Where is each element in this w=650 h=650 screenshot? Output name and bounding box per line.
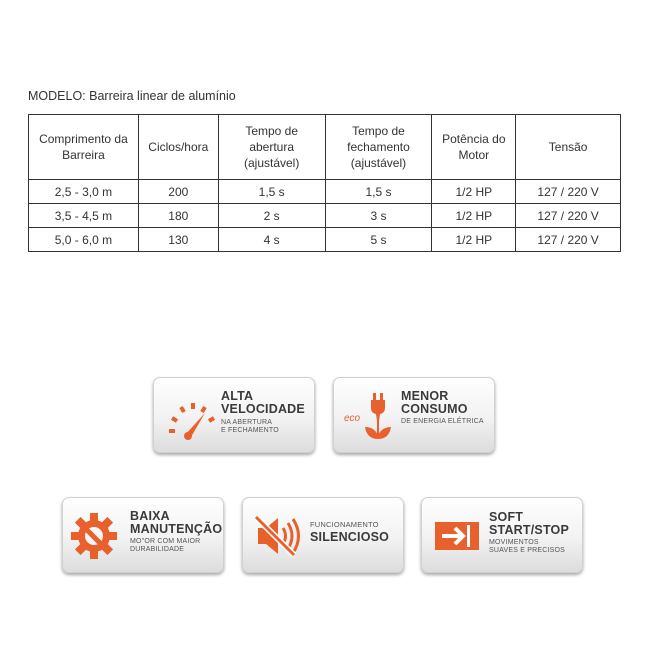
- header-ciclos: Ciclos/hora: [138, 115, 218, 180]
- table-cell: 1/2 HP: [432, 180, 516, 204]
- gear-wrench-icon: [70, 511, 126, 561]
- speedometer-icon: [161, 391, 217, 441]
- table-cell: 2 s: [218, 204, 325, 228]
- header-tensao: Tensão: [516, 115, 621, 180]
- table-cell: 3 s: [325, 204, 432, 228]
- table-cell: 1/2 HP: [432, 228, 516, 252]
- table-cell: 1,5 s: [325, 180, 432, 204]
- table-row: [29, 180, 621, 204]
- table-cell: 180: [138, 204, 218, 228]
- badge-baixa-text: BAIXA MANUTENÇÃO MO"OR COM MAIOR DURABILIDADE: [130, 509, 223, 553]
- table-cell: 1,5 s: [218, 180, 325, 204]
- badge-menor-text: MENOR CONSUMO DE ENERGIA ELÉTRICA: [401, 389, 484, 426]
- table-header-row: [29, 115, 621, 180]
- eco-label: eco: [344, 413, 361, 424]
- table-cell: 127 / 220 V: [516, 204, 621, 228]
- badge-menor-consumo: [333, 377, 495, 453]
- badge-alta-velocidade: [153, 377, 315, 453]
- header-comprimento: Comprimento da Barreira: [29, 115, 139, 180]
- table-cell: 2,5 - 3,0 m: [29, 180, 139, 204]
- table-cell: 127 / 220 V: [516, 180, 621, 204]
- badge-alta-text: ALTA VELOCIDADE NA ABERTURA E FECHAMENTO: [221, 389, 305, 434]
- badge-baixa-manutencao: [62, 497, 224, 573]
- header-tempo-abertura: Tempo de abertura (ajustável): [218, 115, 325, 180]
- table-cell: 5,0 - 6,0 m: [29, 228, 139, 252]
- table-row: [29, 228, 621, 252]
- badge-soft-start-stop: [421, 497, 583, 573]
- badge-silencioso-text: FUNCIONAMENTO SILENCIOSO: [310, 520, 390, 544]
- table-cell: 4 s: [218, 228, 325, 252]
- badge-soft-text: SOFT START/STOP MOVIMENTOS SUAVES E PRECISOS: [489, 510, 570, 554]
- header-tempo-fechamento: Tempo de fechamento (ajustável): [325, 115, 432, 180]
- header-potencia: Potência do Motor: [432, 115, 516, 180]
- specs-table: [28, 114, 621, 252]
- model-label: MODELO: Barreira linear de alumínio: [28, 89, 236, 103]
- table-cell: 3,5 - 4,5 m: [29, 204, 139, 228]
- muted-speaker-icon: [250, 511, 306, 561]
- table-cell: 130: [138, 228, 218, 252]
- table-cell: 1/2 HP: [432, 204, 516, 228]
- table-row: [29, 204, 621, 228]
- table-cell: 127 / 220 V: [516, 228, 621, 252]
- arrow-box-icon: [429, 511, 485, 561]
- eco-plug-icon: [341, 391, 397, 441]
- table-cell: 200: [138, 180, 218, 204]
- badge-silencioso: [242, 497, 404, 573]
- table-cell: 5 s: [325, 228, 432, 252]
